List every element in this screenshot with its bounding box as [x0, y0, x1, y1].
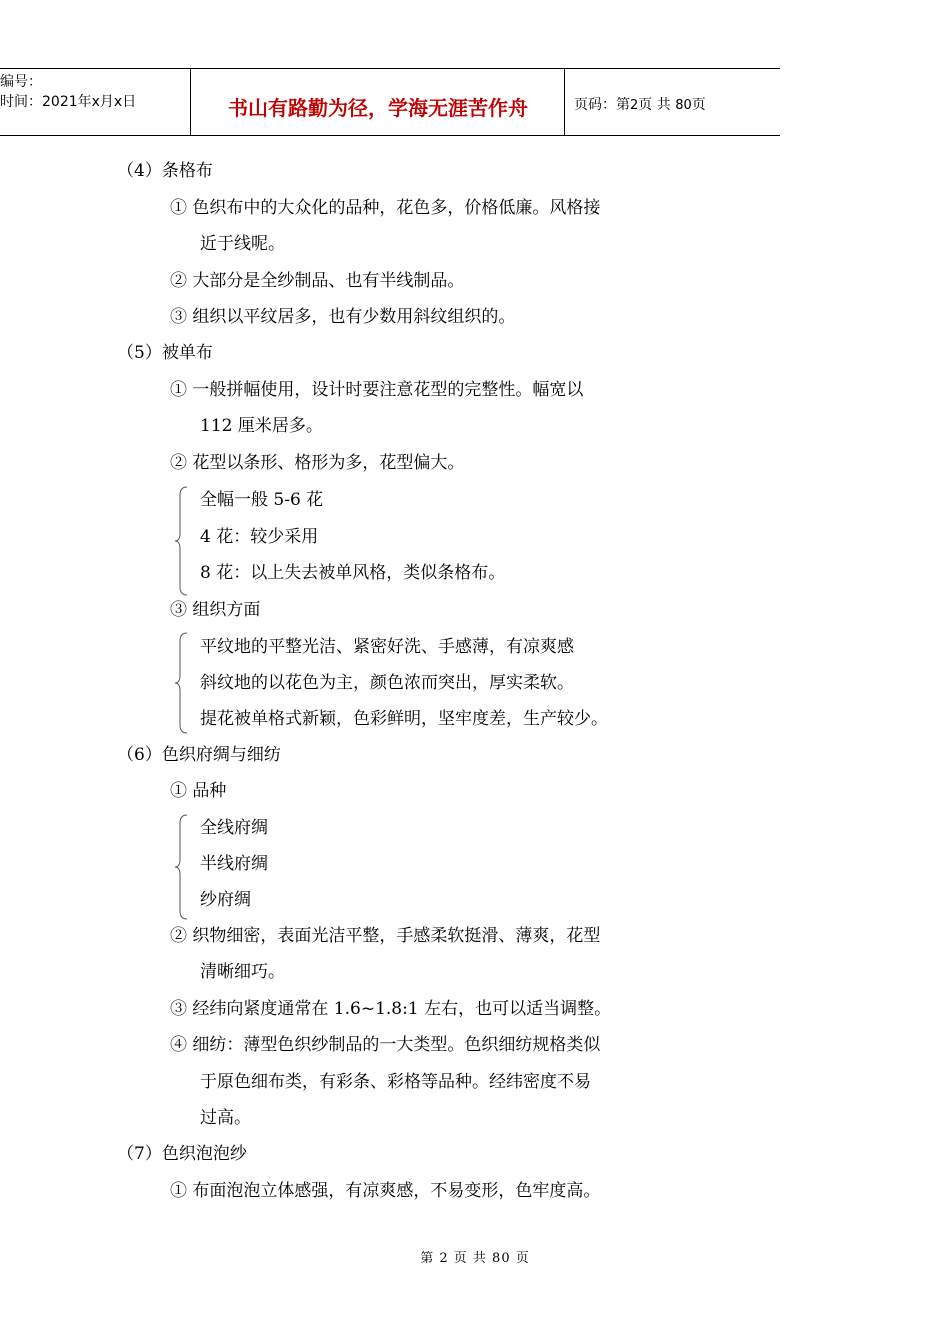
- brace-flower-count: [174, 485, 188, 597]
- s4-item-1-cont: 近于线呢。: [200, 234, 285, 254]
- s6-variety-2: 半线府绸: [200, 854, 268, 874]
- page-total: 80: [675, 98, 692, 113]
- s5-weave-line-2: 斜纹地的以花色为主，颜色浓而突出，厚实柔软。: [200, 673, 574, 693]
- page-end: 页: [691, 97, 706, 113]
- s6-item-2: ② 织物细密，表面光洁平整，手感柔软挺滑、薄爽，花型: [170, 926, 601, 946]
- page-footer: 第 2 页 共 80 页: [420, 1251, 530, 1266]
- section-title-7: （7）色织泡泡纱: [117, 1144, 247, 1164]
- time-label: 时间：2021年x月x日: [0, 94, 137, 110]
- brace-varieties: [174, 813, 188, 921]
- s4-item-3: ③ 组织以平纹居多，也有少数用斜纹组织的。: [170, 307, 516, 327]
- s5-weave-line-3: 提花被单格式新颖，色彩鲜明，坚牢度差，生产较少。: [200, 709, 608, 729]
- header-page-number: [574, 94, 706, 114]
- s5-brace-line-3: 8 花：以上失去被单风格，类似条格布。: [200, 563, 506, 583]
- s4-item-1: ① 色织布中的大众化的品种，花色多，价格低廉。风格接: [170, 198, 601, 218]
- s6-item-4-cont-1: 于原色细布类，有彩条、彩格等品种。经纬密度不易: [200, 1072, 591, 1092]
- s5-item-2: ② 花型以条形、格形为多，花型偏大。: [170, 453, 465, 473]
- s5-item-3: ③ 组织方面: [170, 600, 261, 620]
- s5-brace-line-2: 4 花：较少采用: [200, 527, 319, 547]
- section-title-6: （6）色织府绸与细纺: [117, 745, 281, 765]
- s4-item-2: ② 大部分是全纱制品、也有半线制品。: [170, 271, 465, 291]
- section-title-4: （4）条格布: [117, 161, 213, 181]
- page-mid: 页 共: [638, 97, 671, 113]
- s6-item-4: ④ 细纺：薄型色织纱制品的一大类型。色织细纺规格类似: [170, 1035, 601, 1055]
- page-current: 2: [630, 98, 639, 113]
- s5-weave-line-1: 平纹地的平整光洁、紧密好洗、手感薄，有凉爽感: [200, 637, 574, 657]
- s6-variety-3: 纱府绸: [200, 890, 251, 910]
- s6-item-3: ③ 经纬向紧度通常在 1.6~1.8:1 左右，也可以适当调整。: [170, 999, 612, 1019]
- s6-item-4-cont-2: 过高。: [200, 1108, 251, 1128]
- header-meta: [0, 72, 136, 112]
- s6-item-2-cont: 清晰细巧。: [200, 962, 285, 982]
- s5-item-1-cont: 112 厘米居多。: [200, 416, 323, 436]
- header-motto: 书山有路勤为径，学海无涯苦作舟: [228, 96, 528, 120]
- s5-item-1: ① 一般拼幅使用，设计时要注意花型的完整性。幅宽以: [170, 380, 584, 400]
- s5-brace-line-1: 全幅一般 5-6 花: [200, 490, 324, 510]
- page-label: 页码：第: [574, 97, 630, 113]
- page-header: [0, 68, 780, 136]
- brace-weave: [174, 631, 188, 735]
- section-title-5: （5）被单布: [117, 343, 213, 363]
- s6-variety-1: 全线府绸: [200, 818, 268, 838]
- serial-label: 编号：: [0, 74, 42, 90]
- s7-item-1: ① 布面泡泡立体感强，有凉爽感，不易变形，色牢度高。: [170, 1181, 601, 1201]
- s6-item-1: ① 品种: [170, 781, 227, 801]
